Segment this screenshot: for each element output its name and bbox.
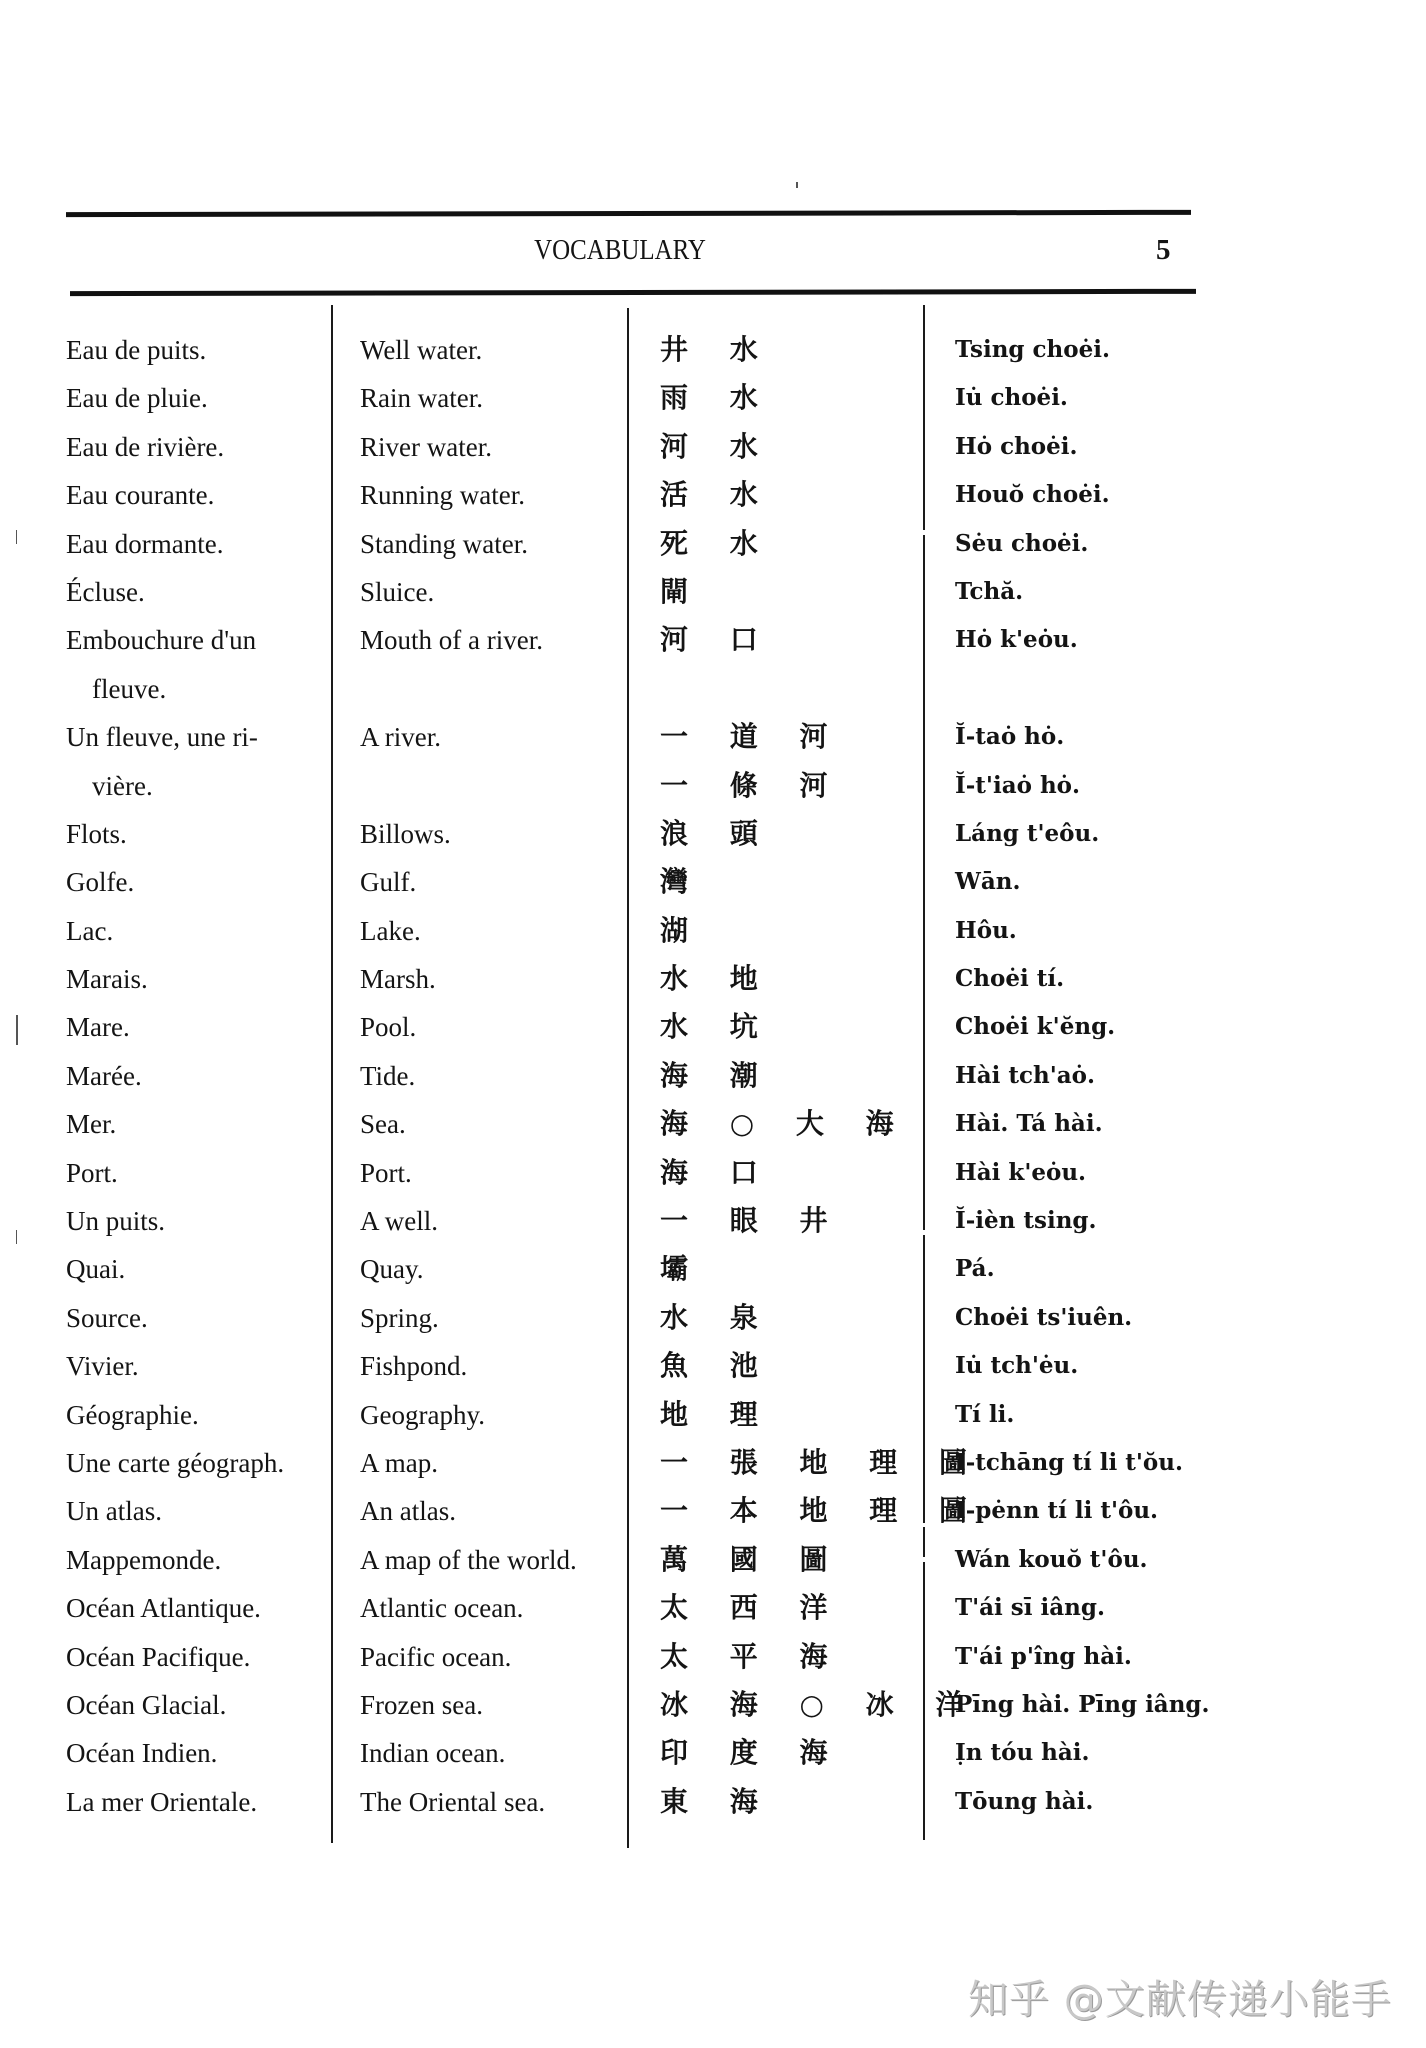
french-term: Marais. (66, 964, 148, 995)
vocabulary-table (0, 326, 1426, 1826)
romanization: Tsing choėi. (955, 336, 1110, 363)
romanization: T'ái p'îng hài. (955, 1642, 1132, 1670)
romanization: Hȯ k'eȯu. (955, 626, 1078, 654)
table-row (0, 1778, 1426, 1826)
french-term: Eau dormante. (66, 528, 224, 559)
english-term: River water. (360, 431, 492, 462)
romanization: Hôu. (955, 916, 1017, 944)
chinese-term: 水 坑 (660, 1010, 774, 1044)
french-term: Océan Glacial. (66, 1689, 227, 1720)
table-row (0, 858, 1426, 906)
english-term: Billows. (360, 818, 451, 849)
chinese-term: 湖 (660, 913, 705, 947)
french-term: Quai. (66, 1254, 126, 1285)
chinese-term: 萬 國 圖 (660, 1542, 844, 1576)
chinese-term: 河 水 (660, 429, 774, 463)
french-term: Eau de pluie. (66, 383, 208, 414)
english-term: A well. (360, 1206, 438, 1237)
chinese-term: 浪 頭 (660, 816, 774, 850)
english-term: Lake. (360, 915, 421, 946)
table-row (0, 907, 1426, 955)
table-row (0, 1439, 1426, 1487)
chinese-term: 海 ○ 大 海 (660, 1107, 910, 1141)
english-term: Spring. (360, 1302, 439, 1333)
romanization: Ịn tóu hài. (955, 1739, 1090, 1767)
page-title: VOCABULARY (534, 234, 706, 266)
table-row (0, 471, 1426, 519)
english-term: The Oriental sea. (360, 1786, 546, 1817)
english-term: Port. (360, 1157, 412, 1188)
french-term: Un atlas. (66, 1496, 162, 1527)
table-row (0, 955, 1426, 1003)
table-row (0, 713, 1426, 761)
french-term: Port. (66, 1157, 118, 1188)
chinese-term: 太 西 洋 (660, 1591, 844, 1625)
chinese-term: 魚 池 (660, 1349, 774, 1383)
table-row (0, 1681, 1426, 1729)
french-term: Un puits. (66, 1206, 166, 1237)
table-row (0, 1294, 1426, 1342)
chinese-term: 海 口 (660, 1155, 774, 1189)
english-term: Mouth of a river. (360, 625, 543, 656)
romanization: Sėu choėi. (955, 529, 1089, 557)
chinese-term: 雨 水 (660, 381, 774, 415)
chinese-term: 東 海 (660, 1784, 774, 1818)
french-term: Océan Pacifique. (66, 1641, 251, 1672)
romanization: Houŏ choėi. (955, 481, 1110, 509)
french-term: Mer. (66, 1109, 117, 1140)
french-term: Mare. (66, 1012, 130, 1043)
french-term: Océan Indien. (66, 1738, 218, 1769)
romanization: Ĭ-tchāng tí li t'ŏu. (955, 1448, 1183, 1476)
table-row (0, 1052, 1426, 1100)
chinese-term: 一 道 河 (660, 720, 844, 754)
french-term: Géographie. (66, 1399, 199, 1430)
english-term: Geography. (360, 1399, 485, 1430)
english-term: An atlas. (360, 1496, 456, 1527)
table-row (0, 1487, 1426, 1535)
chinese-term: 一 條 河 (660, 768, 844, 802)
french-term: Une carte géograph. (66, 1447, 285, 1478)
romanization: Choėi tí. (955, 965, 1065, 993)
romanization: Hȯ choėi. (955, 432, 1078, 460)
romanization: Ĭ-taȯ hȯ. (955, 723, 1065, 751)
table-row (0, 1197, 1426, 1245)
french-term: Lac. (66, 915, 114, 946)
chinese-term: 閘 (660, 574, 705, 608)
english-term: Gulf. (360, 867, 417, 898)
chinese-term: 水 泉 (660, 1300, 774, 1334)
romanization: Hài k'eȯu. (955, 1158, 1087, 1186)
table-row (0, 1584, 1426, 1632)
english-term: Well water. (360, 335, 483, 365)
english-term: Sluice. (360, 576, 435, 607)
romanization: T'ái sī iâng. (955, 1594, 1105, 1622)
romanization: Hài tch'aȯ. (955, 1061, 1096, 1089)
table-row (0, 1245, 1426, 1293)
table-row (0, 762, 1426, 810)
chinese-term: 太 平 海 (660, 1639, 844, 1673)
romanization: Hài. Tá hài. (955, 1110, 1103, 1138)
romanization: Pīng hài. Pīng iâng. (955, 1690, 1210, 1718)
table-row (0, 810, 1426, 858)
table-row (0, 1633, 1426, 1681)
french-term: Un fleuve, une ri- (66, 722, 258, 753)
watermark: 知乎 @文献传递小能手 (968, 1977, 1392, 2023)
table-row (0, 1391, 1426, 1439)
english-term: Indian ocean. (360, 1738, 506, 1769)
chinese-term: 海 潮 (660, 1058, 774, 1092)
romanization: Tōung hài. (955, 1787, 1094, 1815)
french-term: Océan Atlantique. (66, 1593, 261, 1624)
table-row (0, 374, 1426, 422)
romanization: Iu̇ choėi. (955, 384, 1068, 412)
romanization: Ĭ-t'iaȯ hȯ. (955, 771, 1081, 799)
chinese-term: 水 地 (660, 962, 774, 996)
english-term: Fishpond. (360, 1351, 468, 1382)
header-top-rule (66, 210, 1191, 217)
chinese-term: 河 口 (660, 623, 774, 657)
english-term: Standing water. (360, 528, 528, 559)
table-row (0, 616, 1426, 664)
chinese-term: 死 水 (660, 526, 774, 560)
romanization: Choėi ts'iuên. (955, 1303, 1133, 1331)
table-row (0, 423, 1426, 471)
french-term: vière. (92, 770, 153, 801)
chinese-term: 一 張 地 理 圖 (660, 1445, 983, 1479)
romanization: Wān. (955, 868, 1021, 896)
table-row (0, 1729, 1426, 1777)
french-term: fleuve. (92, 673, 167, 704)
chinese-term: 冰 海 ○ 冰 洋 (660, 1687, 980, 1721)
page-number: 5 (1156, 234, 1171, 266)
french-term: Écluse. (66, 576, 145, 607)
romanization: Ĭ-ièn tsing. (955, 1207, 1097, 1235)
french-term: Embouchure d'un (66, 625, 257, 656)
english-term: Tide. (360, 1060, 416, 1091)
romanization: Tchă. (955, 577, 1024, 605)
chinese-term: 地 理 (660, 1397, 774, 1431)
english-term: Quay. (360, 1254, 424, 1285)
english-term: Rain water. (360, 383, 483, 414)
french-term: Source. (66, 1302, 148, 1333)
romanization: Wán kouŏ t'ôu. (955, 1545, 1148, 1573)
table-row (0, 1100, 1426, 1148)
chinese-term: 一 本 地 理 圖 (660, 1494, 983, 1528)
chinese-term: 灣 (660, 865, 705, 899)
margin-mark (796, 182, 798, 188)
chinese-term: 一 眼 井 (660, 1204, 844, 1238)
french-term: Eau courante. (66, 480, 215, 511)
french-term: Golfe. (66, 867, 135, 898)
table-row (0, 1149, 1426, 1197)
table-row (0, 326, 1426, 374)
english-term: Pool. (360, 1012, 417, 1043)
french-term: Mappemonde. (66, 1544, 222, 1575)
romanization: Ĭ-pėnn tí li t'ôu. (955, 1497, 1159, 1525)
english-term: Pacific ocean. (360, 1641, 512, 1672)
french-term: La mer Orientale. (66, 1786, 258, 1817)
header-bottom-rule (70, 289, 1196, 296)
french-term: Eau de rivière. (66, 431, 225, 462)
table-row (0, 1003, 1426, 1051)
romanization: Choėi k'ĕng. (955, 1013, 1116, 1041)
table-row (0, 1342, 1426, 1390)
table-row (0, 665, 1426, 713)
french-term: Eau de puits. (66, 335, 207, 365)
english-term: Atlantic ocean. (360, 1593, 524, 1624)
table-row (0, 520, 1426, 568)
chinese-term: 壩 (660, 1252, 705, 1286)
french-term: Flots. (66, 818, 127, 849)
english-term: Marsh. (360, 964, 436, 995)
table-row (0, 568, 1426, 616)
english-term: A map. (360, 1447, 438, 1478)
romanization: Pá. (955, 1255, 995, 1283)
english-term: Running water. (360, 480, 525, 511)
chinese-term: 印 度 海 (660, 1736, 844, 1770)
english-term: A map of the world. (360, 1544, 577, 1575)
table-row (0, 1536, 1426, 1584)
chinese-term: 井 水 (660, 333, 774, 366)
english-term: Sea. (360, 1109, 406, 1140)
english-term: Frozen sea. (360, 1689, 483, 1720)
romanization: Iu̇ tch'ėu. (955, 1352, 1079, 1380)
french-term: Marée. (66, 1060, 142, 1091)
english-term: A river. (360, 722, 441, 753)
french-term: Vivier. (66, 1351, 139, 1382)
chinese-term: 活 水 (660, 478, 774, 512)
romanization: Láng t'eôu. (955, 819, 1100, 847)
romanization: Tí li. (955, 1400, 1015, 1428)
